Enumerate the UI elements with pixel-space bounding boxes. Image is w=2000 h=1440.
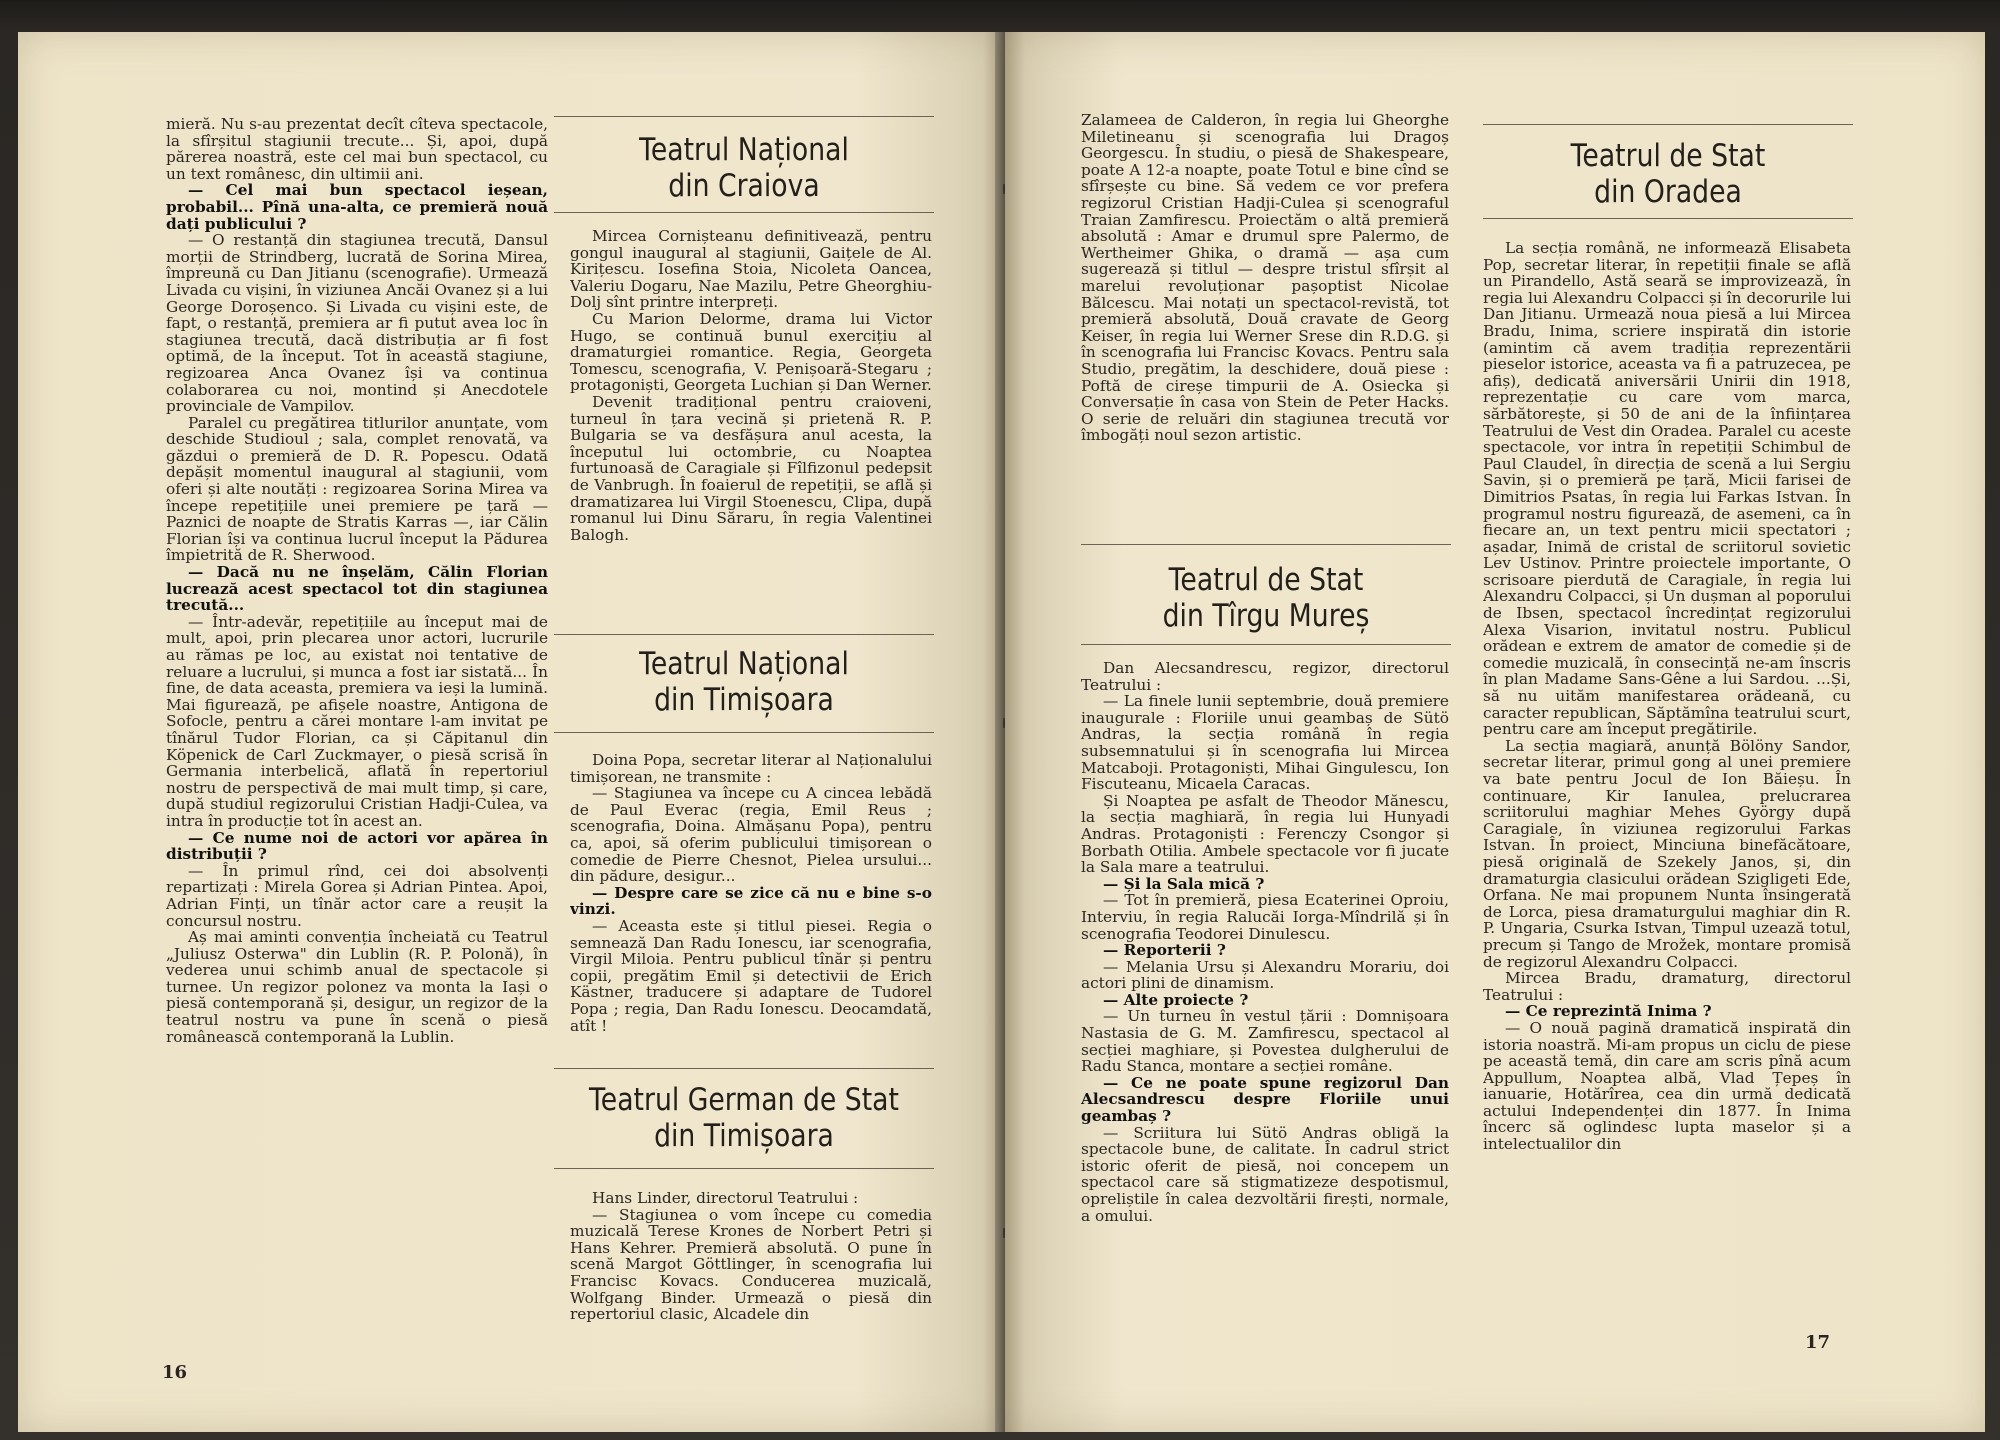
paragraph: Cu Marion Delorme, drama lui Victor Hugo, se continuă bunul exercițiu al dramaturgiei romantice. Regia, Georgeta Tomescu, scenografia, V. Penișoară-Stegaru ; protagoniști, Georgeta Luchian și Dan Werner. xyxy=(570,309,932,395)
paragraph: — O restanță din stagiunea trecută, Dansul morții de Strindberg, lucrată de Sorina Mirea, împreună cu Dan Jitianu (scenografie). Urmează Livada cu vișini, în viziunea Ancăi Ovanez și a lui George Doroșenco. Și Livada cu vișini este, de fapt, o restanță, premiera ar fi putut avea loc în stagiunea trecută, dacă distribuția ar fi fost optimă, de la început. Tot în această stagiune, regizoarea Anca Ovanez își va continua colaborarea cu noi, montind și Anecdotele provinciale de Vampilov. xyxy=(166,231,548,416)
paragraph: — La finele lunii septembrie, două premiere inaugurale : Floriile unui geambaș de Sütö Andras, la secția română în regia subsemnatului și în scenografia lui Mircea Matcaboji. Protagoniști, Mihai Gingulescu, Ion Fiscuteanu, Micaela Caracas. xyxy=(1081,692,1449,794)
paragraph: Mircea Cornișteanu definitivează, pentru gongul inaugural al stagiunii, Gaițele de Al. Kirițescu. Iosefina Stoia, Nicoleta Oancea, Valeriu Dogaru, Nae Mazilu, Petre Gheorghiu-Dolj sînt printre interpreți. xyxy=(570,228,932,312)
paragraph: mieră. Nu s-au prezentat decît cîteva spectacole, la sfîrșitul stagiunii trecute... Și, apoi, după părerea noastră, este cel mai bun spectacol, cu un text românesc, din ultimii ani. xyxy=(166,116,548,183)
paragraph: — Stagiunea o vom începe cu comedia muzicală Terese Krones de Norbert Petri și Hans Kehrer. Premieră absolută. O pune în scenă Margot Göttlinger, în scenografia lui Francisc Kovacs. Conducerea muzicală, Wolfgang Binder. Urmează o piesă din repertoriul clasic, Alcadele din xyxy=(570,1205,932,1324)
paragraph: — Aceasta este și titlul piesei. Regia o semnează Dan Radu Ionescu, iar scenografia, Virgil Miloia. Pentru publicul tînăr și pentru copii, pregătim Emil și detectivii de Erich Kästner, traducere și adaptare de Tudorel Popa ; regia, Dan Radu Ionescu. Deocamdată, atît ! xyxy=(570,916,932,1035)
right-page xyxy=(1005,32,1985,1432)
paragraph: — În primul rînd, cei doi absolvenți repartizați : Mirela Gorea și Adrian Pintea. Apoi, Adrian Finți, un tînăr actor care a reușit la concursul nostru. xyxy=(166,861,548,930)
page-number: 16 xyxy=(162,1362,188,1383)
rule xyxy=(554,1168,934,1169)
paragraph: Paralel cu pregătirea titlurilor anunțate, vom deschide Studioul ; sala, complet renovată, va găzdui o premieră de D. R. Popescu. Odată depășit momentul inaugural al stagiunii, vom oferi și alte noutăți : regizoarea Sorina Mirea va începe repetițiile unei premiere pe țară — Paznici de noapte de Stratis Karras —, iar Călin Florian își va continua lucrul început la Pădurea împietrită de R. Sherwood. xyxy=(166,413,548,565)
paragraph: — Melania Ursu și Alexandru Morariu, doi actori plini de dinamism. xyxy=(1081,957,1449,993)
interview-question: — Despre care se zice că nu e bine s-o vinzi. xyxy=(570,883,932,919)
rule xyxy=(1081,644,1451,645)
rule xyxy=(1483,218,1853,219)
paragraph: — Într-adevăr, repetițiile au început mai de mult, apoi, prin plecarea unor actori, lucrurile au rămas pe loc, au existat noi tentative de reluare a lucrului, și munca a fost iar sistată... În fine, de data aceasta, premiera va ieși la lumină. Mai figurează, pe afișele noastre, Antigona de Sofocle, pentru a cărei montare l-am invitat pe tînărul Tudor Florian, ca și Căpitanul din Köpenick de Carl Zuckmayer, o piesă scrisă în Germania interbelică, aflată în repertoriul nostru de perspectivă de mai mult timp, și care, după studiul regizorului Cristian Hadji-Culea, va intra în producție tot în acest an. xyxy=(166,612,548,830)
interview-question: — Și la Sala mică ? xyxy=(1103,874,1265,893)
left-column-1 xyxy=(166,116,548,1346)
paragraph: La secția română, ne informează Elisabeta Pop, secretar literar, în repetiții finale se află un Pirandello, Astă seară se improvizează, în regia lui Alexandru Colpacci și în decorurile lui Dan Jitianu. Urmează noua piesă a lui Mircea Bradu, Inima, scriere inspirată din istorie (amintim că avem tradiția reprezentării pieselor istorice, aceasta va fi a patruzecea, pe afiș), dedicată aniversării Unirii din 1918, reprezentație cu care vom marca, sărbătorește, și 50 de ani de la înființarea Teatrului de Vest din Oradea. Paralel cu aceste spectacole, vor intra în repetiții Schimbul de Paul Claudel, în direcția de scenă a lui Sergiu Savin, și o premieră pe țară, Micii farisei de Dimitrios Psatas, în regia lui Farkas Istvan. În programul nostru figurează, de asemeni, ca în fiecare an, un text pentru micii spectatori ; așadar, Inimă de cristal de scriitorul sovietic Lev Ustinov. Printre proiectele importante, O scrisoare pierdută de Caragiale, în regia lui Alexandru Colpacci, și Un dușman al poporului de Ibsen, spectacol încredințat regizorului Alexa Visarion, invitatul nostru. Publicul orădean e extrem de amator de comedie și de comedie muzicală, în consecință ne-am înscris în plan Madame Sans-Gêne a lui Sardou. ...Și, să nu uităm manifestarea orădeană, cu caracter republican, Săptămîna teatrului scurt, pentru care am început pregătirile. xyxy=(1483,240,1851,739)
paragraph: Și Noaptea pe asfalt de Theodor Mănescu, la secția maghiară, în regia lui Hunyadi Andras. Protagoniști : Ferenczy Csongor și Borbath Otilia. Ambele spectacole vor fi jucate la Sala mare a teatrului. xyxy=(1081,791,1449,877)
paragraph: Zalameea de Calderon, în regia lui Gheorghe Miletineanu și scenografia lui Dragoș Georgescu. În studiu, o piesă de Shakespeare, poate A 12-a noapte, poate Totul e bine cînd se sfîrșește cu bine. Să vedem ce vor prefera regizorul Cristian Hadji-Culea și scenograful Traian Zamfirescu. Proiectăm o altă premieră absolută : Amar e drumul spre Palermo, de Wertheimer Ghika, o dramă — așa cum sugerează și titlul — despre tristul sfîrșit al marelui revoluționar pașoptist Nicolae Bălcescu. Mai notați un spectacol-revistă, tot premieră absolută, Două cravate de Georg Keiser, în regia lui Werner Srese din R.D.G. și în scenografia lui Francisc Kovacs. Pentru sala Studio, pregătim, la deschidere, două piese : Poftă de cireșe timpurii de A. Osiecka și Conversație în casa von Stein de Peter Hacks. O serie de reluări din stagiunea trecută vor îmbogăți noul sezon artistic. xyxy=(1081,112,1449,445)
interview-question: — Dacă nu ne înșelăm, Călin Florian lucrează acest spectacol tot din stagiunea trecută... xyxy=(166,563,548,615)
page-number: 17 xyxy=(1805,1332,1831,1353)
rule xyxy=(554,1068,934,1069)
section-german-timisoara xyxy=(570,1190,932,1340)
interview-question: — Alte proiecte ? xyxy=(1103,990,1249,1009)
rule xyxy=(1081,544,1451,545)
rule xyxy=(1483,124,1853,125)
paragraph: — Scriitura lui Sütö Andras obligă la spectacole bune, de calitate. În cadrul strict istoric oferit de piesă, noi concepem un spectacol care să stigmatizeze despotismul, opreliștile în calea dezvoltării firești, normale, a omului. xyxy=(1081,1123,1449,1225)
interview-question: — Ce nume noi de actori vor apărea în distribuții ? xyxy=(166,828,548,864)
interview-question: — Reporterii ? xyxy=(1103,941,1226,960)
section-oradea xyxy=(1483,240,1851,1340)
heading-oradea: Teatrul de Stat din Oradea xyxy=(1570,138,1766,210)
heading-craiova: Teatrul Național din Craiova xyxy=(639,132,849,204)
paragraph: La secția magiară, anunță Bölöny Sandor, secretar literar, primul gong al unei premiere va bate pentru Jocul de Ion Băieșu. În continuare, Kir Ianulea, prelucrarea scriitorului maghiar Mehes György după Caragiale, în viziunea regizorului Farkas Istvan. În proiect, Minciuna binefăcătoare, piesă originală de Szekely Janos, și, din dramaturgia clasicului orădean Szigligeti Ede, Orfana. Ne mai propunem Nunta însingerată de Lorca, piesa dramaturgului maghiar din R. P. Ungaria, Csurka Istvan, Timpul uzează totul, precum și Tango de Mrožek, montare promisă de regizorul Alexandru Colpacci. xyxy=(1483,736,1851,971)
paragraph: Mircea Bradu, dramaturg, directorul Teatrului : xyxy=(1483,969,1851,1004)
right-column-1 xyxy=(1081,112,1449,524)
section-tirgu-mures xyxy=(1081,660,1449,1340)
paragraph: Hans Linder, directorul Teatrului : xyxy=(592,1190,859,1207)
section-timisoara xyxy=(570,752,932,1052)
paragraph: — Stagiunea va începe cu A cincea lebădă de Paul Everac (regia, Emil Reus ; scenografia, Doina. Almășanu Popa), pentru ca, apoi, să oferim publicului timișorean o comedie de Pierre Chesnot, Pielea ursului... din pădure, desigur... xyxy=(570,784,932,886)
interview-question: — Ce ne poate spune regizorul Dan Alecsandrescu despre Floriile unui geambaș ? xyxy=(1081,1073,1449,1126)
heading-german-timisoara: Teatrul German de Stat din Timișoara xyxy=(589,1082,899,1154)
heading-tirgu-mures: Teatrul de Stat din Tîrgu Mureș xyxy=(1162,562,1370,634)
paragraph: — O nouă pagină dramatică inspirată din istoria noastră. Mi-am propus un ciclu de piese pe această temă, din care am scris pînă acum Appullum, Noaptea albă, Vlad Țepeș în ianuarie, Hotărîrea, cea din urmă dedicată actului Independenței din 1877. În Inima încerc să oglindesc lupta maselor și a intelectualilor din xyxy=(1483,1018,1851,1154)
rule xyxy=(554,116,934,117)
paragraph: Dan Alecsandrescu, regizor, directorul Teatrului : xyxy=(1081,660,1449,694)
section-craiova xyxy=(570,228,932,624)
rule xyxy=(554,732,934,733)
paragraph: — Un turneu în vestul țării : Domnișoara Nastasia de G. M. Zamfirescu, spectacol al secției maghiare, și Povestea dulgherului de Radu Stanca, montare a secției române. xyxy=(1081,1007,1449,1076)
left-page xyxy=(18,32,1003,1432)
paragraph: — Tot în premieră, piesa Ecaterinei Oproiu, Interviu, în regia Ralucăi Iorga-Mîndrilă și în scenografia Teodorei Dinulescu. xyxy=(1081,891,1449,943)
paragraph: Doina Popa, secretar literar al Naționalului timișorean, ne transmite : xyxy=(570,752,932,786)
interview-question: — Ce reprezintă Inima ? xyxy=(1505,1002,1712,1021)
paragraph: Devenit tradițional pentru craioveni, turneul în țara vecină și prietenă R. P. Bulgaria se va desfășura anul acesta, la începutul lui octombrie, cu Noaptea furtunoasă de Caragiale și Fîlfizonul pedepsit de Vanbrugh. În foaierul de repetiții, se află și dramatizarea lui Virgil Stoenescu, Clipa, după romanul lui Dinu Săraru, în regia Valentinei Balogh. xyxy=(570,392,932,544)
rule xyxy=(554,634,934,635)
paragraph: Aș mai aminti convenția încheiată cu Teatrul „Juliusz Osterwa" din Lublin (R. P. Polonă), în vederea unui schimb anual de spectacole și turnee. Un regizor polonez va monta la Iași o piesă contemporană și, desigur, un regizor de la teatrul nostru va pune în scenă o piesă românească contemporană la Lublin. xyxy=(166,928,548,1046)
interview-question: — Cel mai bun spectacol ieșean, probabil... Pînă una-alta, ce premieră nouă dați publicului ? xyxy=(166,181,548,233)
rule xyxy=(554,212,934,213)
heading-timisoara: Teatrul Național din Timișoara xyxy=(639,646,849,718)
